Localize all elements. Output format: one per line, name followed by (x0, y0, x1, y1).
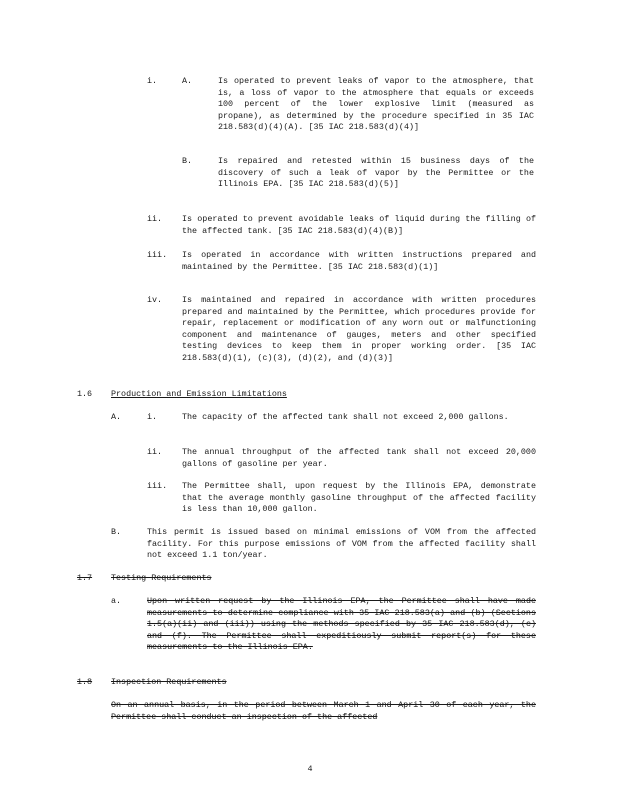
item-i-label: i. (147, 76, 158, 86)
item-i-b-label: B. (182, 156, 193, 166)
section-1-6-title: Production and Emission Limitations (111, 389, 287, 399)
page-number: 4 (307, 764, 313, 774)
section-1-8-title: Inspection Requirements (111, 677, 227, 687)
section-1-7-number: 1.7 (77, 573, 93, 583)
section-1-6-b-label: B. (111, 527, 122, 537)
item-i-b-text: Is repaired and retested within 15 business days of the discovery of such a leak of vapor by the Permittee or the Illinois EPA. [35 IAC 218.583(d)(5)] (218, 156, 534, 190)
item-ii-label: ii. (147, 214, 163, 224)
section-1-6-b-text: This permit is issued based on minimal emissions of VOM from the affected facility. For this purpose emissions of VOM from the affected facility shall not exceed 1.1 ton/year. (147, 527, 536, 561)
section-1-6-a-ii-label: ii. (147, 447, 163, 457)
section-1-6-a-ii-text: The annual throughput of the affected tank shall not exceed 20,000 gallons of gasoline per year. (182, 447, 536, 469)
section-1-6-a-i-label: i. (147, 412, 158, 422)
section-1-6-number: 1.6 (77, 389, 93, 399)
section-1-6-a-label: A. (111, 412, 122, 422)
item-iv-text: Is maintained and repaired in accordance with written procedures prepared and maintained by the Permittee, which procedures provide for repair, replacement or modification of any worn out or malfunctioning component and maintenance of gauges, meters and other specified testing devices to keep them in proper working order. [35 IAC 218.583(d)(1), (c)(3), (d)(2), and (d)(3)] (182, 295, 536, 363)
section-1-8-number: 1.8 (77, 677, 93, 687)
item-i-a-text: Is operated to prevent leaks of vapor to the atmosphere, that is, a loss of vapor to the atmosphere that equals or exceeds 100 percent of the lower explosive limit (measured as propane), as determined by the procedure specified in 35 IAC 218.583(d)(4)(A). [35 IAC 218.583(d)(4)] (218, 76, 534, 133)
section-1-6-a-i-text: The capacity of the affected tank shall not exceed 2,000 gallons. (182, 412, 509, 422)
section-1-7-a-label: a. (111, 596, 122, 606)
item-ii-text: Is operated to prevent avoidable leaks of liquid during the filling of the affected tank. [35 IAC 218.583(d)(4)(B)] (182, 214, 536, 236)
section-1-7-title: Testing Requirements (111, 573, 212, 583)
section-1-7-a-text: Upon written request by the Illinois EPA, the Permittee shall have made measurements to determine compliance with 35 IAC 218.583(a) and (b) (Sections 1.5(a)(ii) and (iii)) using the methods specified by 35 IAC 218.583(d), (c) and (f). The Permittee shall expeditiously submit report(s) for these measurements to the Illinois EPA. (147, 596, 536, 653)
item-i-a-label: A. (182, 76, 193, 86)
section-1-6-a-iii-text: The Permittee shall, upon request by the Illinois EPA, demonstrate that the average monthly gasoline throughput of the affected facility is less than 10,000 gallon. (182, 481, 536, 515)
section-1-6-a-iii-label: iii. (147, 481, 168, 491)
section-1-8-text: On an annual basis, in the period between March 1 and April 30 of each year, the Permittee shall conduct an inspection of the affected (111, 700, 536, 722)
item-iii-label: iii. (147, 250, 168, 260)
item-iii-text: Is operated in accordance with written instructions prepared and maintained by the Permittee. [35 IAC 218.583(d)(1)] (182, 250, 536, 272)
item-iv-label: iv. (147, 295, 163, 305)
